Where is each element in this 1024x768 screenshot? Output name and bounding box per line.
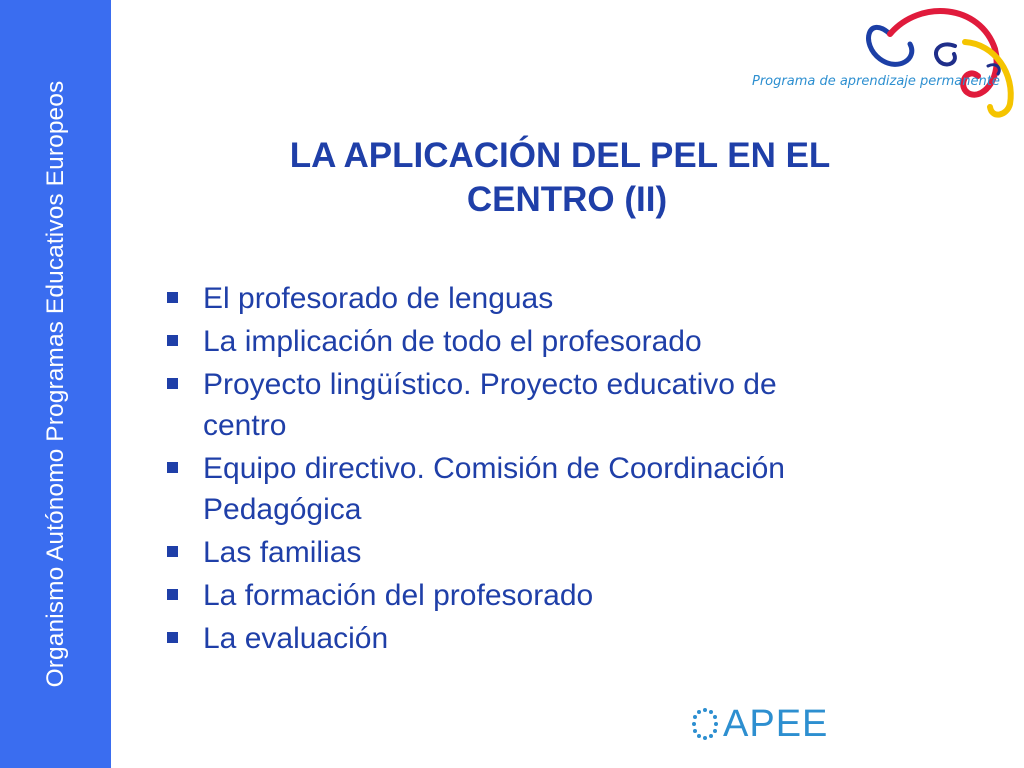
bullet-item (162, 321, 882, 362)
sidebar-organization-name: Organismo Autónomo Programas Educativos Europeos (42, 80, 69, 688)
eu-stars-icon (690, 704, 720, 744)
sidebar (0, 0, 111, 768)
square-bullet-icon (167, 546, 178, 557)
bullet-text: Las familias (203, 536, 362, 569)
bullet-item (162, 618, 882, 659)
logo-caption: Programa de aprendizaje permanente (752, 74, 1000, 89)
square-bullet-icon (167, 632, 178, 643)
swirl-navy-arc (936, 44, 955, 64)
bullet-text: El profesorado de lenguas (203, 282, 554, 315)
square-bullet-icon (167, 378, 178, 389)
bullet-list (162, 278, 882, 661)
slide-title (200, 134, 920, 222)
bullet-item (162, 532, 882, 573)
square-bullet-icon (167, 589, 178, 600)
apee-logo-text: APEE (723, 702, 829, 745)
bullet-item (162, 448, 882, 530)
bullet-text-continuation: centro (203, 409, 287, 442)
bullet-item (162, 575, 882, 616)
bullet-text: La formación del profesorado (203, 579, 594, 612)
bullet-text-continuation: Pedagógica (203, 493, 362, 526)
lifelong-learning-programme-logo (740, 4, 1020, 124)
bullet-item (162, 364, 882, 446)
square-bullet-icon (167, 335, 178, 346)
square-bullet-icon (167, 462, 178, 473)
bullet-text: Proyecto lingüístico. Proyecto educativo de (203, 368, 777, 401)
slide-title-line-2: CENTRO (II) (466, 180, 668, 219)
bullet-text: Equipo directivo. Comisión de Coordinación (203, 452, 785, 485)
square-bullet-icon (167, 292, 178, 303)
bullet-text: La evaluación (203, 622, 389, 655)
apee-logo (690, 700, 828, 748)
bullet-text: La implicación de todo el profesorado (203, 325, 702, 358)
slide-title-line-1: LA APLICACIÓN DEL PEL EN EL (289, 136, 831, 175)
bullet-item (162, 278, 882, 319)
